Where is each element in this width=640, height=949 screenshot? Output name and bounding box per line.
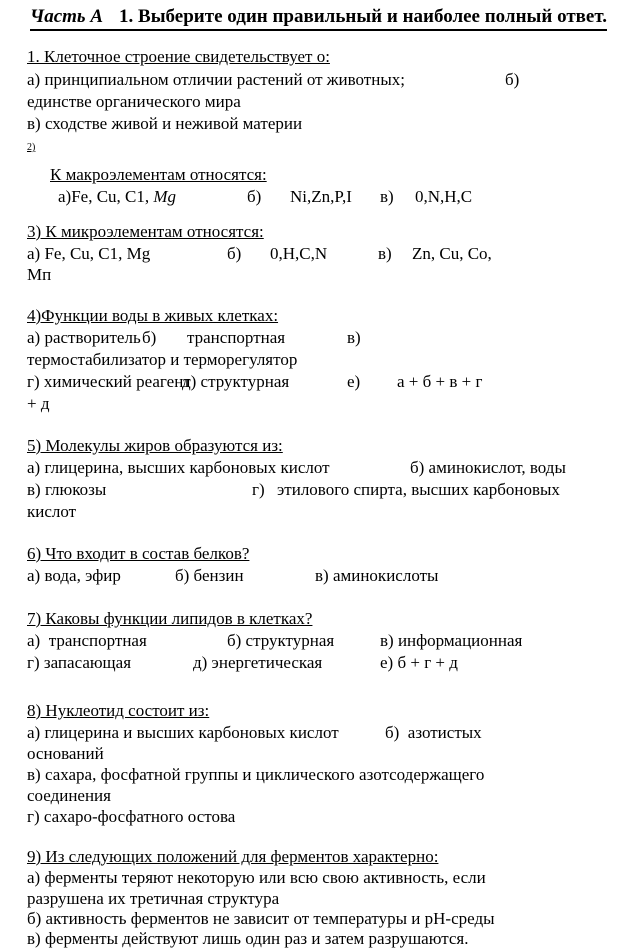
question-5-options-line-1 bbox=[27, 458, 640, 480]
option-a: а) принципиальном отличии растений от животных; bbox=[27, 70, 405, 89]
option-a: а) ферменты теряют некоторую или всю свою активность, если bbox=[27, 868, 486, 887]
option-b-continuation: оснований bbox=[27, 744, 104, 763]
question-4-heading-line bbox=[27, 306, 640, 328]
document-title bbox=[30, 6, 640, 28]
question-1-options-line-2 bbox=[27, 92, 640, 114]
question-8-options-line-3 bbox=[27, 765, 640, 787]
question-8-options-line-5 bbox=[27, 807, 640, 829]
option-e-continuation: + д bbox=[27, 394, 50, 413]
question-9-options-line-1 bbox=[27, 868, 640, 890]
question-6-heading: 6) Что входит в состав белков? bbox=[27, 544, 250, 563]
question-5-heading-line bbox=[27, 436, 640, 458]
option-v: в) аминокислоты bbox=[315, 566, 439, 585]
question-9-heading-line bbox=[27, 847, 640, 869]
option-g-continuation: кислот bbox=[27, 502, 77, 521]
question-4-options-line-4 bbox=[27, 394, 640, 416]
option-b-label: б) bbox=[227, 244, 242, 263]
option-g: г) химический реагент bbox=[27, 372, 191, 391]
option-a: а) вода, эфир bbox=[27, 566, 121, 585]
question-2-options-line-1 bbox=[27, 187, 640, 209]
option-a bbox=[58, 187, 176, 207]
question-7-heading: 7) Каковы функции липидов в клетках? bbox=[27, 609, 313, 628]
question-2-marker-line bbox=[27, 135, 640, 157]
option-e: е) б + г + д bbox=[380, 653, 458, 672]
option-b: б) азотистых bbox=[385, 723, 482, 742]
question-5-heading: 5) Молекулы жиров образуются из: bbox=[27, 436, 283, 455]
question-4-options-line-2 bbox=[27, 350, 640, 372]
option-v: в) информационная bbox=[380, 631, 523, 650]
option-a-text: а)Fe, Cu, C1, bbox=[58, 187, 154, 206]
question-9-options-line-2 bbox=[27, 889, 640, 911]
option-a: а) растворитель bbox=[27, 328, 141, 347]
question-1-heading-line bbox=[27, 47, 640, 69]
question-5-options-line-2 bbox=[27, 480, 640, 502]
question-1-heading: 1. Клеточное строение свидетельствует о: bbox=[27, 47, 330, 66]
question-2-marker: 2) bbox=[27, 142, 36, 153]
option-v: в) глюкозы bbox=[27, 480, 107, 499]
title-underline-wrap bbox=[30, 6, 607, 31]
question-9-heading: 9) Из следующих положений для ферментов характерно: bbox=[27, 847, 439, 866]
option-v: в) сходстве живой и неживой материи bbox=[27, 114, 303, 133]
option-b-label: б) bbox=[247, 187, 262, 206]
option-b: б) аминокислот, воды bbox=[410, 458, 566, 477]
question-8-options-line-4 bbox=[27, 786, 640, 808]
option-b: б) структурная bbox=[227, 631, 335, 650]
question-8-heading-line bbox=[27, 701, 640, 723]
option-e-text: а + б + в + г bbox=[397, 372, 483, 391]
option-d: д) энергетическая bbox=[193, 653, 323, 672]
question-1-options-line-3 bbox=[27, 114, 640, 136]
question-7-options-line-1 bbox=[27, 631, 640, 653]
option-g: г) запасающая bbox=[27, 653, 132, 672]
question-4-heading: 4)Функции воды в живых клетках: bbox=[27, 306, 279, 325]
option-a: а) глицерина, высших карбоновых кислот bbox=[27, 458, 330, 477]
question-6-heading-line bbox=[27, 544, 640, 566]
question-8-options-line-2 bbox=[27, 744, 640, 766]
question-3-options-line-2 bbox=[27, 265, 640, 287]
option-v-continuation: Мп bbox=[27, 265, 52, 284]
option-b-label: б) bbox=[505, 70, 520, 89]
option-g-label: г) bbox=[252, 480, 265, 499]
question-3-heading: 3) К микроэлементам относятся: bbox=[27, 222, 264, 241]
option-a: а) транспортная bbox=[27, 631, 147, 650]
option-v-label: в) bbox=[380, 187, 394, 206]
option-a-continuation: разрушена их третичная структура bbox=[27, 889, 280, 908]
option-g-text: этилового спирта, высших карбоновых bbox=[277, 480, 560, 499]
option-d: д) структурная bbox=[182, 372, 290, 391]
option-g: г) сахаро-фосфатного остова bbox=[27, 807, 236, 826]
option-v-text: 0,N,H,C bbox=[415, 187, 473, 206]
option-v-continuation: соединения bbox=[27, 786, 111, 805]
option-b-text: транспортная bbox=[187, 328, 286, 347]
option-b-text: Ni,Zn,P,I bbox=[290, 187, 352, 206]
option-v-continuation: термостабилизатор и терморегулятор bbox=[27, 350, 298, 369]
option-a: а) Fe, Cu, C1, Mg bbox=[27, 244, 151, 263]
question-7-heading-line bbox=[27, 609, 640, 631]
option-b-continuation: единстве органического мира bbox=[27, 92, 241, 111]
question-3-options-line-1 bbox=[27, 244, 640, 266]
question-9-options-line-4 bbox=[27, 929, 640, 949]
option-a-italic-text: Mg bbox=[153, 187, 177, 206]
question-8-heading: 8) Нуклеотид состоит из: bbox=[27, 701, 210, 720]
question-7-options-line-2 bbox=[27, 653, 640, 675]
title-part-label: Часть А bbox=[30, 6, 104, 27]
option-v-label: в) bbox=[347, 328, 361, 347]
question-4-options-line-3 bbox=[27, 372, 640, 394]
question-1-options-line-1 bbox=[27, 70, 640, 92]
option-b: б) бензин bbox=[175, 566, 244, 585]
option-b-label: б) bbox=[142, 328, 157, 347]
question-2-heading-line bbox=[27, 165, 640, 187]
question-2-heading: К макроэлементам относятся: bbox=[50, 165, 267, 184]
question-4-options-line-1 bbox=[27, 328, 640, 350]
question-6-options-line-1 bbox=[27, 566, 640, 588]
question-8-options-line-1 bbox=[27, 723, 640, 745]
option-v-label: в) bbox=[378, 244, 392, 263]
question-3-heading-line bbox=[27, 222, 640, 244]
question-9-options-line-3 bbox=[27, 909, 640, 931]
option-v: в) ферменты действуют лишь один раз и затем разрушаются. bbox=[27, 929, 469, 948]
title-instruction: 1. Выберите один правильный и наиболее полный ответ. bbox=[119, 6, 608, 27]
option-v: в) сахара, фосфатной группы и циклического азотсодержащего bbox=[27, 765, 485, 784]
question-5-options-line-3 bbox=[27, 502, 640, 524]
option-e-label: е) bbox=[347, 372, 361, 391]
option-b-text: 0,H,C,N bbox=[270, 244, 328, 263]
option-a: а) глицерина и высших карбоновых кислот bbox=[27, 723, 339, 742]
option-v-text: Zn, Cu, Co, bbox=[412, 244, 492, 263]
option-b: б) активность ферментов не зависит от температуры и рН-среды bbox=[27, 909, 495, 928]
